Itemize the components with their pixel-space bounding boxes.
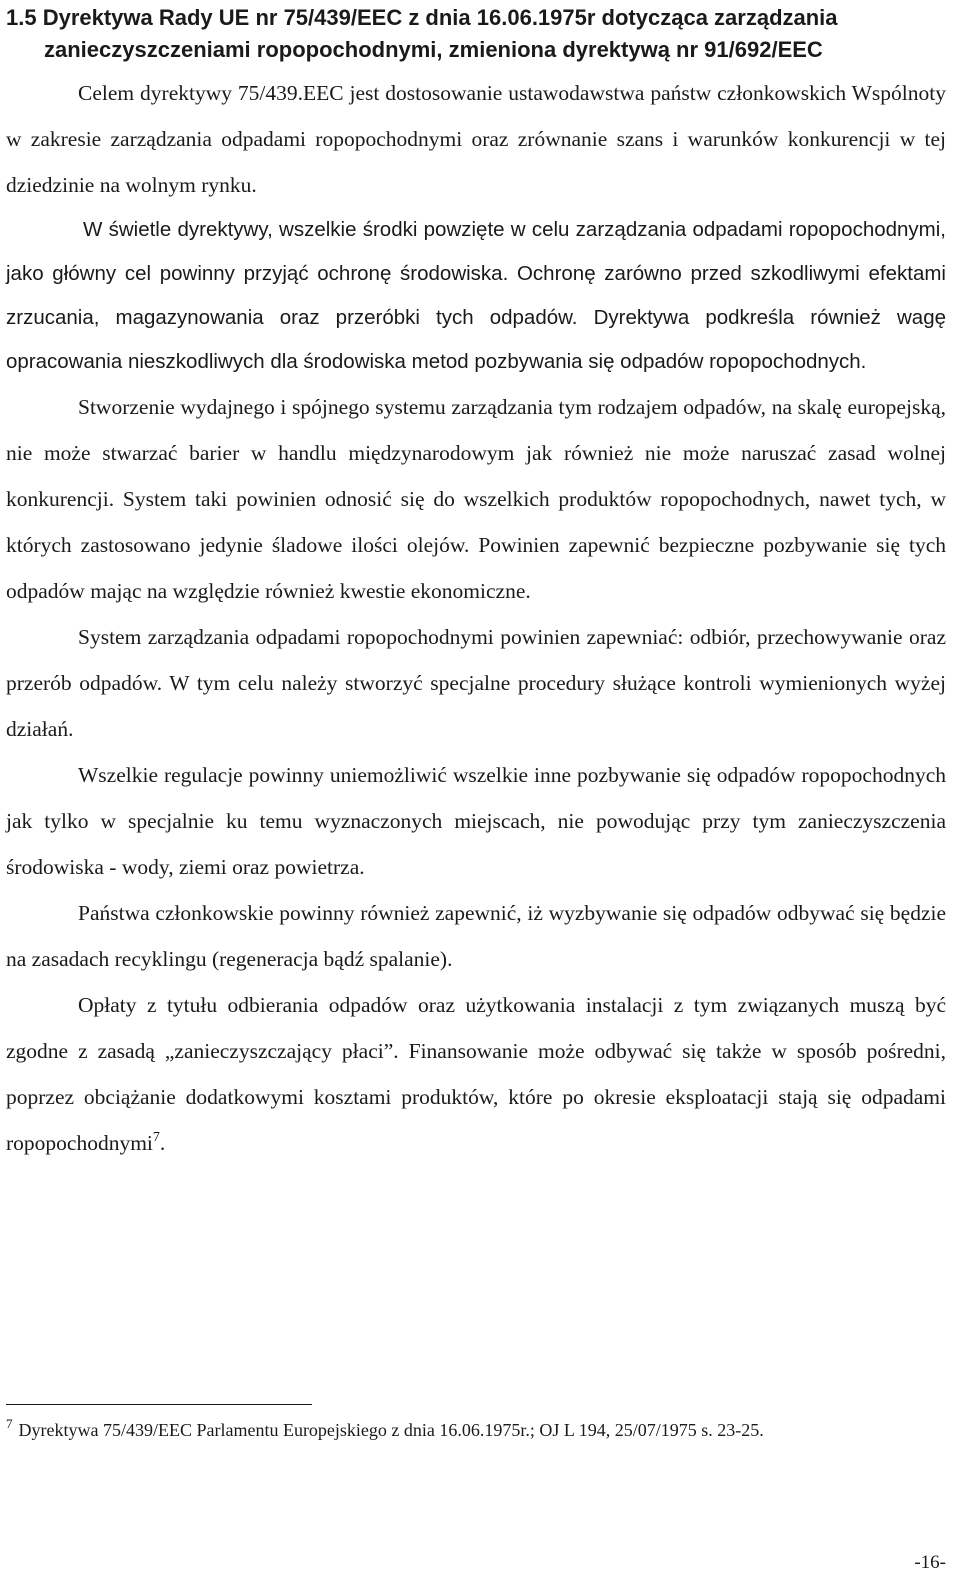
footnote-reference: 7 (152, 1130, 160, 1145)
paragraph-fees-end: . (159, 1131, 166, 1155)
paragraph-fees (6, 982, 946, 1166)
paragraph-fees-text: Opłaty z tytułu odbierania odpadów oraz użytkowania instalacji z tym związanych muszą być zgodne z zasadą „zanieczyszczający płaci”. Finansowanie może odbywać się także w sposób pośredni, poprzez obciążanie dodatkowymi kosztami produktów, które po okresie eksploatacji stają się odpadami ropopochodnymi (6, 993, 946, 1155)
footnote (6, 1417, 946, 1443)
footnote-marker: 7 (6, 1416, 13, 1431)
paragraph-environment-protection: W świetle dyrektywy, wszelkie środki powzięte w celu zarządzania odpadami ropopochodnymi, jako główny cel powinny przyjąć ochronę środowiska. Ochronę zarówno przed szkodliwymi efektami zrzucania, magazynowania oraz przeróbki tych odpadów. Dyrektywa podkreśla również wagę opracowania nieszkodliwych dla środowiska metod pozbywania się odpadów ropopochodnych. (6, 218, 946, 373)
paragraph-purpose: Celem dyrektywy 75/439.EEC jest dostosowanie ustawodawstwa państw członkowskich Wspólnoty w zakresie zarządzania odpadami ropopochodnymi oraz zrównanie szans i warunków konkurencji w tej dziedzinie na wolnym rynku. (6, 81, 946, 197)
paragraph-regulations: Wszelkie regulacje powinny uniemożliwić wszelkie inne pozbywanie się odpadów ropopochodnych jak tylko w specjalnie ku temu wyznaczonych miejscach, nie powodując przy tym zanieczyszczenia środowiska - wody, ziemi oraz powietrza. (6, 763, 946, 879)
paragraph-member-states: Państwa członkowskie powinny również zapewnić, iż wyzbywanie się odpadów odbywać się będzie na zasadach recyklingu (regeneracja bądź spalanie). (6, 901, 946, 971)
page-number: -16- (914, 1552, 946, 1573)
footnote-separator (6, 1404, 312, 1405)
document-page (6, 0, 946, 1166)
paragraph-management-system: System zarządzania odpadami ropopochodnymi powinien zapewniać: odbiór, przechowywanie oraz przerób odpadów. W tym celu należy stworzyć specjalne procedury służące kontroli wymienionych wyżej działań. (6, 625, 946, 741)
section-heading-line-1: 1.5 Dyrektywa Rady UE nr 75/439/EEC z dnia 16.06.1975r dotycząca zarządzania (6, 5, 838, 30)
section-heading (6, 0, 946, 66)
section-heading-line-2: zanieczyszczeniami ropopochodnymi, zmieniona dyrektywą nr 91/692/EEC (44, 37, 823, 62)
paragraph-system-creation: Stworzenie wydajnego i spójnego systemu zarządzania tym rodzajem odpadów, na skalę europejską, nie może stwarzać barier w handlu międzynarodowym jak również nie może naruszać zasad wolnej konkurencji. System taki powinien odnosić się do wszelkich produktów ropopochodnych, nawet tych, w których zastosowano jedynie śladowe ilości olejów. Powinien zapewnić bezpieczne pozbywanie się tych odpadów mając na względzie również kwestie ekonomiczne. (6, 395, 946, 603)
footnote-text: Dyrektywa 75/439/EEC Parlamentu Europejskiego z dnia 16.06.1975r.; OJ L 194, 25/07/1975 s. 23-25. (18, 1420, 764, 1440)
